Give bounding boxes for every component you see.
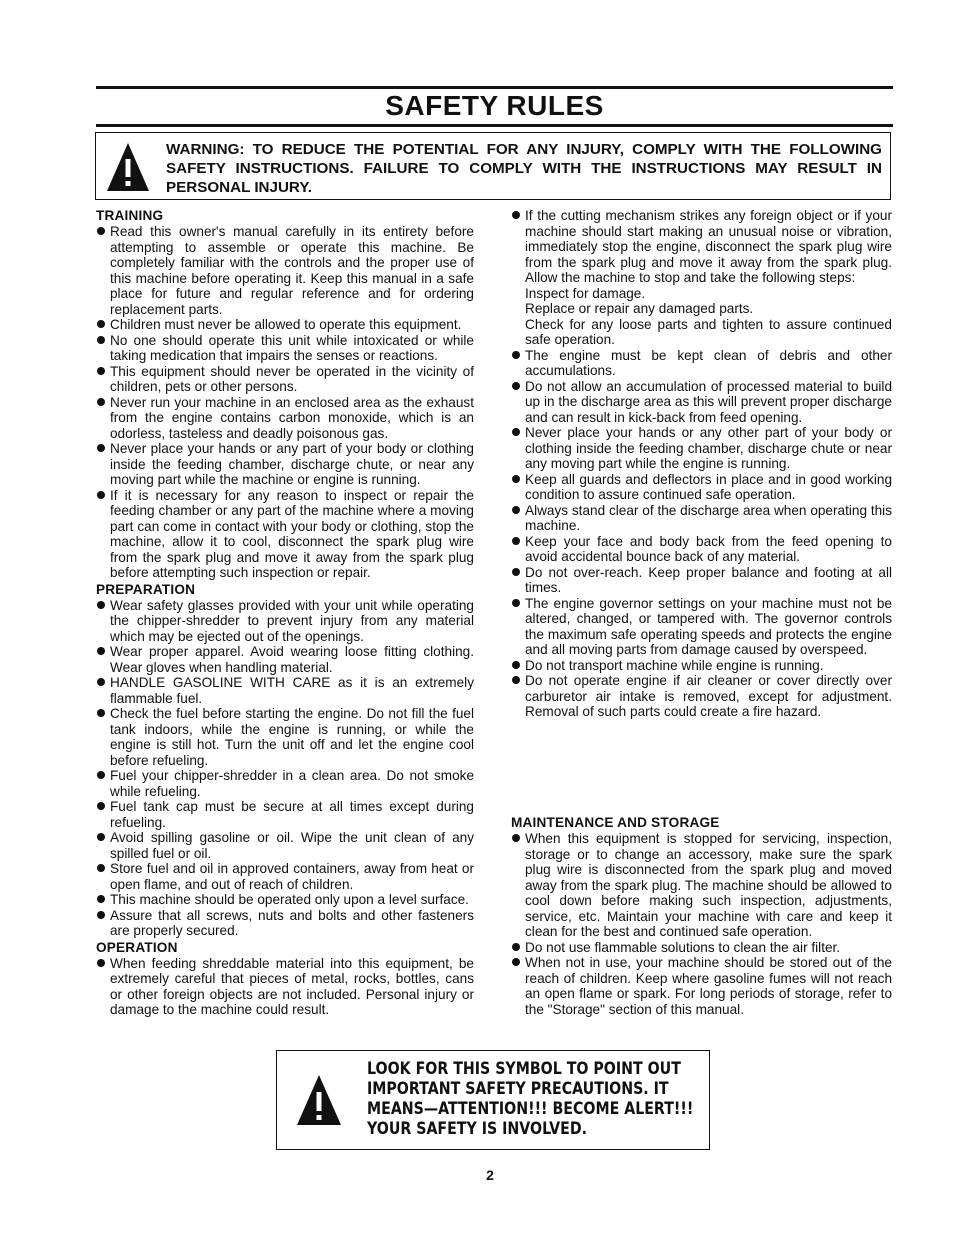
list-item xyxy=(511,208,892,348)
step-line: Inspect for damage. xyxy=(525,285,646,301)
symbol-notice-box xyxy=(276,1050,710,1150)
preparation-list xyxy=(96,598,474,939)
list-item: Do not over-reach. Keep proper balance and footing at all times. xyxy=(511,565,892,596)
warning-triangle-icon xyxy=(295,1073,343,1127)
list-item: When feeding shreddable material into this equipment, be extremely careful that pieces of metal, rocks, bottles, cans or other foreign objects are not included. Personal injury or damage to the machine could result. xyxy=(96,956,474,1018)
list-item: Children must never be allowed to operate this equipment. xyxy=(96,317,474,333)
list-item: Always stand clear of the discharge area when operating this machine. xyxy=(511,503,892,534)
list-item: Store fuel and oil in approved containers, away from heat or open flame, and out of reach of children. xyxy=(96,861,474,892)
list-item: No one should operate this unit while intoxicated or while taking medication that impairs the senses or reactions. xyxy=(96,333,474,364)
list-item: Check the fuel before starting the engine. Do not fill the fuel tank indoors, while the engine is running, or while the engine is still hot. Turn the unit off and let the engine cool before refueling. xyxy=(96,706,474,768)
list-item: Read this owner's manual carefully in its entirety before attempting to assemble or operate this machine. Be completely familiar with the controls and the proper use of this machine before operating it. Keep this manual in a safe place for future and regular reference and for ordering replacement parts. xyxy=(96,224,474,317)
list-item: The engine must be kept clean of debris and other accumulations. xyxy=(511,348,892,379)
list-item: If it is necessary for any reason to inspect or repair the feeding chamber or any part of the machine where a moving part can come in contact with your body or clothing, stop the machine, allow it to cool, disconnect the spark plug wire from the spark plug and move it away from the spark plug before attempting such inspection or repair. xyxy=(96,488,474,581)
operation-continued-list xyxy=(511,208,892,720)
list-item: When this equipment is stopped for servicing, inspection, storage or to change an accessory, make sure the spark plug wire is disconnected from the spark plug and moved away from the spark plug. The machine should be allowed to cool down before making such inspection, adjustments, service, etc. Maintain your machine with care and keep it clean for the best and continued safe operation. xyxy=(511,831,892,940)
title-underline xyxy=(96,124,893,127)
list-item: Do not use flammable solutions to clean the air filter. xyxy=(511,940,892,956)
list-item: Never place your hands or any part of your body or clothing inside the feeding chamber, discharge chute, or near any moving part while the machine or engine is running. xyxy=(96,441,474,488)
item-text: If the cutting mechanism strikes any foreign object or if your machine should start making an unusual noise or vibration, immediately stop the engine, disconnect the spark plug wire from the spark plug and move it away from the spark plug. Allow the machine to stop and take the following steps: xyxy=(525,208,892,285)
maintenance-section xyxy=(511,815,892,1017)
maintenance-heading: MAINTENANCE AND STORAGE xyxy=(511,815,720,830)
list-item: When not in use, your machine should be stored out of the reach of children. Keep where gasoline fumes will not reach an open flame or spark. For long periods of storage, refer to the "Storage" section of this manual. xyxy=(511,955,892,1017)
step-line: Replace or repair any damaged parts. xyxy=(525,301,754,316)
maintenance-list xyxy=(511,831,892,1017)
warning-triangle-icon xyxy=(105,141,151,193)
right-column xyxy=(511,208,892,720)
warning-text: WARNING: TO REDUCE THE POTENTIAL FOR ANY INJURY, COMPLY WITH THE FOLLOWING SAFETY INSTRUCTIONS. FAILURE TO COMPLY WITH THE INSTRUCTIONS MAY RESULT IN PERSONAL INJURY. xyxy=(166,141,882,196)
list-item: Assure that all screws, nuts and bolts and other fasteners are properly secured. xyxy=(96,908,474,939)
operation-heading: OPERATION xyxy=(96,939,178,955)
page-title: SAFETY RULES xyxy=(385,90,604,121)
list-item: Avoid spilling gasoline or oil. Wipe the unit clean of any spilled fuel or oil. xyxy=(96,830,474,861)
training-heading: TRAINING xyxy=(96,208,164,223)
list-item: Wear safety glasses provided with your unit while operating the chipper-shredder to prevent injury from any material which may be ejected out of the openings. xyxy=(96,598,474,645)
list-item: Fuel your chipper-shredder in a clean area. Do not smoke while refueling. xyxy=(96,768,474,799)
list-item: Do not transport machine while engine is running. xyxy=(511,658,892,674)
list-item: HANDLE GASOLINE WITH CARE as it is an extremely flammable fuel. xyxy=(96,675,474,706)
warning-box xyxy=(95,132,891,200)
operation-list xyxy=(96,956,474,1018)
page-number: 2 xyxy=(486,1167,494,1183)
list-item: This machine should be operated only upon a level surface. xyxy=(96,892,474,908)
list-item: This equipment should never be operated in the vicinity of children, pets or other persons. xyxy=(96,364,474,395)
list-item: Do not operate engine if air cleaner or cover directly over carburetor air intake is removed, except for adjustment. Removal of such parts could create a fire hazard. xyxy=(511,673,892,720)
list-item: Keep all guards and deflectors in place and in good working condition to assure continued safe operation. xyxy=(511,472,892,503)
top-rule xyxy=(96,86,893,89)
list-item: Fuel tank cap must be secure at all times except during refueling. xyxy=(96,799,474,830)
symbol-notice-text: LOOK FOR THIS SYMBOL TO POINT OUT IMPORTANT SAFETY PRECAUTIONS. IT MEANS—ATTENTION!!! BECOME ALERT!!! YOUR SAFETY IS INVOLVED. xyxy=(367,1059,694,1138)
left-column xyxy=(96,208,474,1018)
training-list xyxy=(96,224,474,581)
list-item: Wear proper apparel. Avoid wearing loose fitting clothing. Wear gloves when handling material. xyxy=(96,644,474,675)
list-item: Never run your machine in an enclosed area as the exhaust from the engine contains carbon monoxide, which is an odorless, tasteless and deadly poisonous gas. xyxy=(96,395,474,442)
list-item: Never place your hands or any other part of your body or clothing inside the feeding chamber, discharge chute or near any moving part while the engine is running. xyxy=(511,425,892,472)
list-item: The engine governor settings on your machine must not be altered, changed, or tampered with. The governor controls the maximum safe operating speeds and protects the engine and all moving parts from damage caused by overspeed. xyxy=(511,596,892,658)
list-item: Keep your face and body back from the feed opening to avoid accidental bounce back of any material. xyxy=(511,534,892,565)
preparation-heading: PREPARATION xyxy=(96,581,196,597)
step-line: Check for any loose parts and tighten to assure continued safe operation. xyxy=(525,316,892,347)
list-item: Do not allow an accumulation of processed material to build up in the discharge area as this will prevent proper discharge and can result in kick-back from feed opening. xyxy=(511,379,892,426)
